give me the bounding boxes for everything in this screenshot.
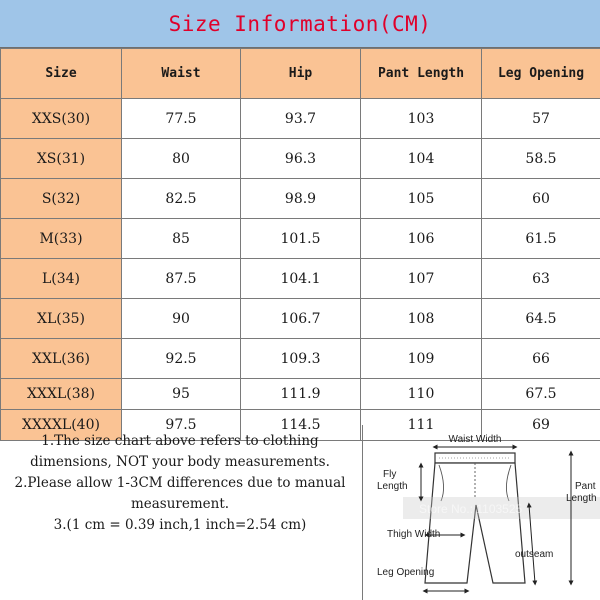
cell-leg-opening: 67.5: [482, 379, 600, 410]
cell-leg-opening: 58.5: [482, 139, 600, 179]
cell-size: XXL(36): [1, 339, 122, 379]
cell-leg-opening: 63: [482, 259, 600, 299]
note-2: 2.Please allow 1-3CM differences due to manual measurement.: [14, 475, 346, 512]
cell-hip: 93.7: [241, 99, 361, 139]
cell-waist: 80: [122, 139, 241, 179]
cell-waist: 77.5: [122, 99, 241, 139]
cell-hip: 96.3: [241, 139, 361, 179]
label-thigh-width: Thigh Width: [387, 529, 441, 540]
cell-waist: 87.5: [122, 259, 241, 299]
cell-hip: 109.3: [241, 339, 361, 379]
cell-leg-opening: 66: [482, 339, 600, 379]
page-title: Size Information(CM): [0, 0, 600, 48]
cell-pant-length: 108: [361, 299, 482, 339]
label-pant-length-line1: Pant: [575, 481, 596, 492]
table-row: [1, 139, 600, 179]
cell-pant-length: 111: [361, 410, 482, 441]
cell-size: XXXL(38): [1, 379, 122, 410]
cell-pant-length: 109: [361, 339, 482, 379]
label-fly-length-line2: Length: [377, 481, 408, 492]
cell-hip: 104.1: [241, 259, 361, 299]
cell-hip: 106.7: [241, 299, 361, 339]
header-hip: Hip: [241, 49, 361, 99]
header-size: Size: [1, 49, 122, 99]
cell-pant-length: 110: [361, 379, 482, 410]
watermark: Store No.: 1103525: [419, 502, 523, 516]
cell-leg-opening: 69: [482, 410, 600, 441]
cell-pant-length: 107: [361, 259, 482, 299]
cell-waist: 90: [122, 299, 241, 339]
table-row: [1, 179, 600, 219]
cell-hip: 98.9: [241, 179, 361, 219]
table-row: [1, 379, 600, 410]
cell-size: XS(31): [1, 139, 122, 179]
cell-waist: 85: [122, 219, 241, 259]
cell-pant-length: 105: [361, 179, 482, 219]
cell-waist: 92.5: [122, 339, 241, 379]
table-row: [1, 259, 600, 299]
cell-hip: 111.9: [241, 379, 361, 410]
cell-hip: 114.5: [241, 410, 361, 441]
cell-leg-opening: 60: [482, 179, 600, 219]
cell-size: XXS(30): [1, 99, 122, 139]
cell-size: XXXXL(40): [1, 410, 122, 441]
cell-hip: 101.5: [241, 219, 361, 259]
pants-icon: [363, 425, 600, 600]
cell-pant-length: 104: [361, 139, 482, 179]
header-waist: Waist: [122, 49, 241, 99]
note-3: 3.(1 cm = 0.39 inch,1 inch=2.54 cm): [53, 517, 307, 533]
cell-waist: 97.5: [122, 410, 241, 441]
note-1: 1.The size chart above refers to clothing dimensions, NOT your body measurements.: [30, 433, 330, 470]
label-waist-width: Waist Width: [448, 434, 502, 445]
cell-waist: 82.5: [122, 179, 241, 219]
label-pant-length-line2: Length: [566, 493, 597, 504]
table-row: [1, 299, 600, 339]
size-notes: [0, 425, 360, 600]
cell-leg-opening: 64.5: [482, 299, 600, 339]
cell-pant-length: 106: [361, 219, 482, 259]
label-fly-length-line1: Fly: [383, 469, 397, 480]
cell-size: L(34): [1, 259, 122, 299]
size-table: [0, 48, 600, 441]
table-row: [1, 99, 600, 139]
cell-leg-opening: 61.5: [482, 219, 600, 259]
header-leg-opening: Leg Opening: [482, 49, 600, 99]
label-outseam: outseam: [515, 549, 554, 560]
cell-size: XL(35): [1, 299, 122, 339]
cell-size: S(32): [1, 179, 122, 219]
pants-measurement-diagram: [362, 425, 600, 600]
table-row: [1, 219, 600, 259]
table-header-row: [1, 49, 600, 99]
cell-pant-length: 103: [361, 99, 482, 139]
label-leg-opening: Leg Opening: [377, 567, 435, 578]
cell-leg-opening: 57: [482, 99, 600, 139]
cell-size: M(33): [1, 219, 122, 259]
table-row: [1, 339, 600, 379]
header-pant-length: Pant Length: [361, 49, 482, 99]
cell-waist: 95: [122, 379, 241, 410]
